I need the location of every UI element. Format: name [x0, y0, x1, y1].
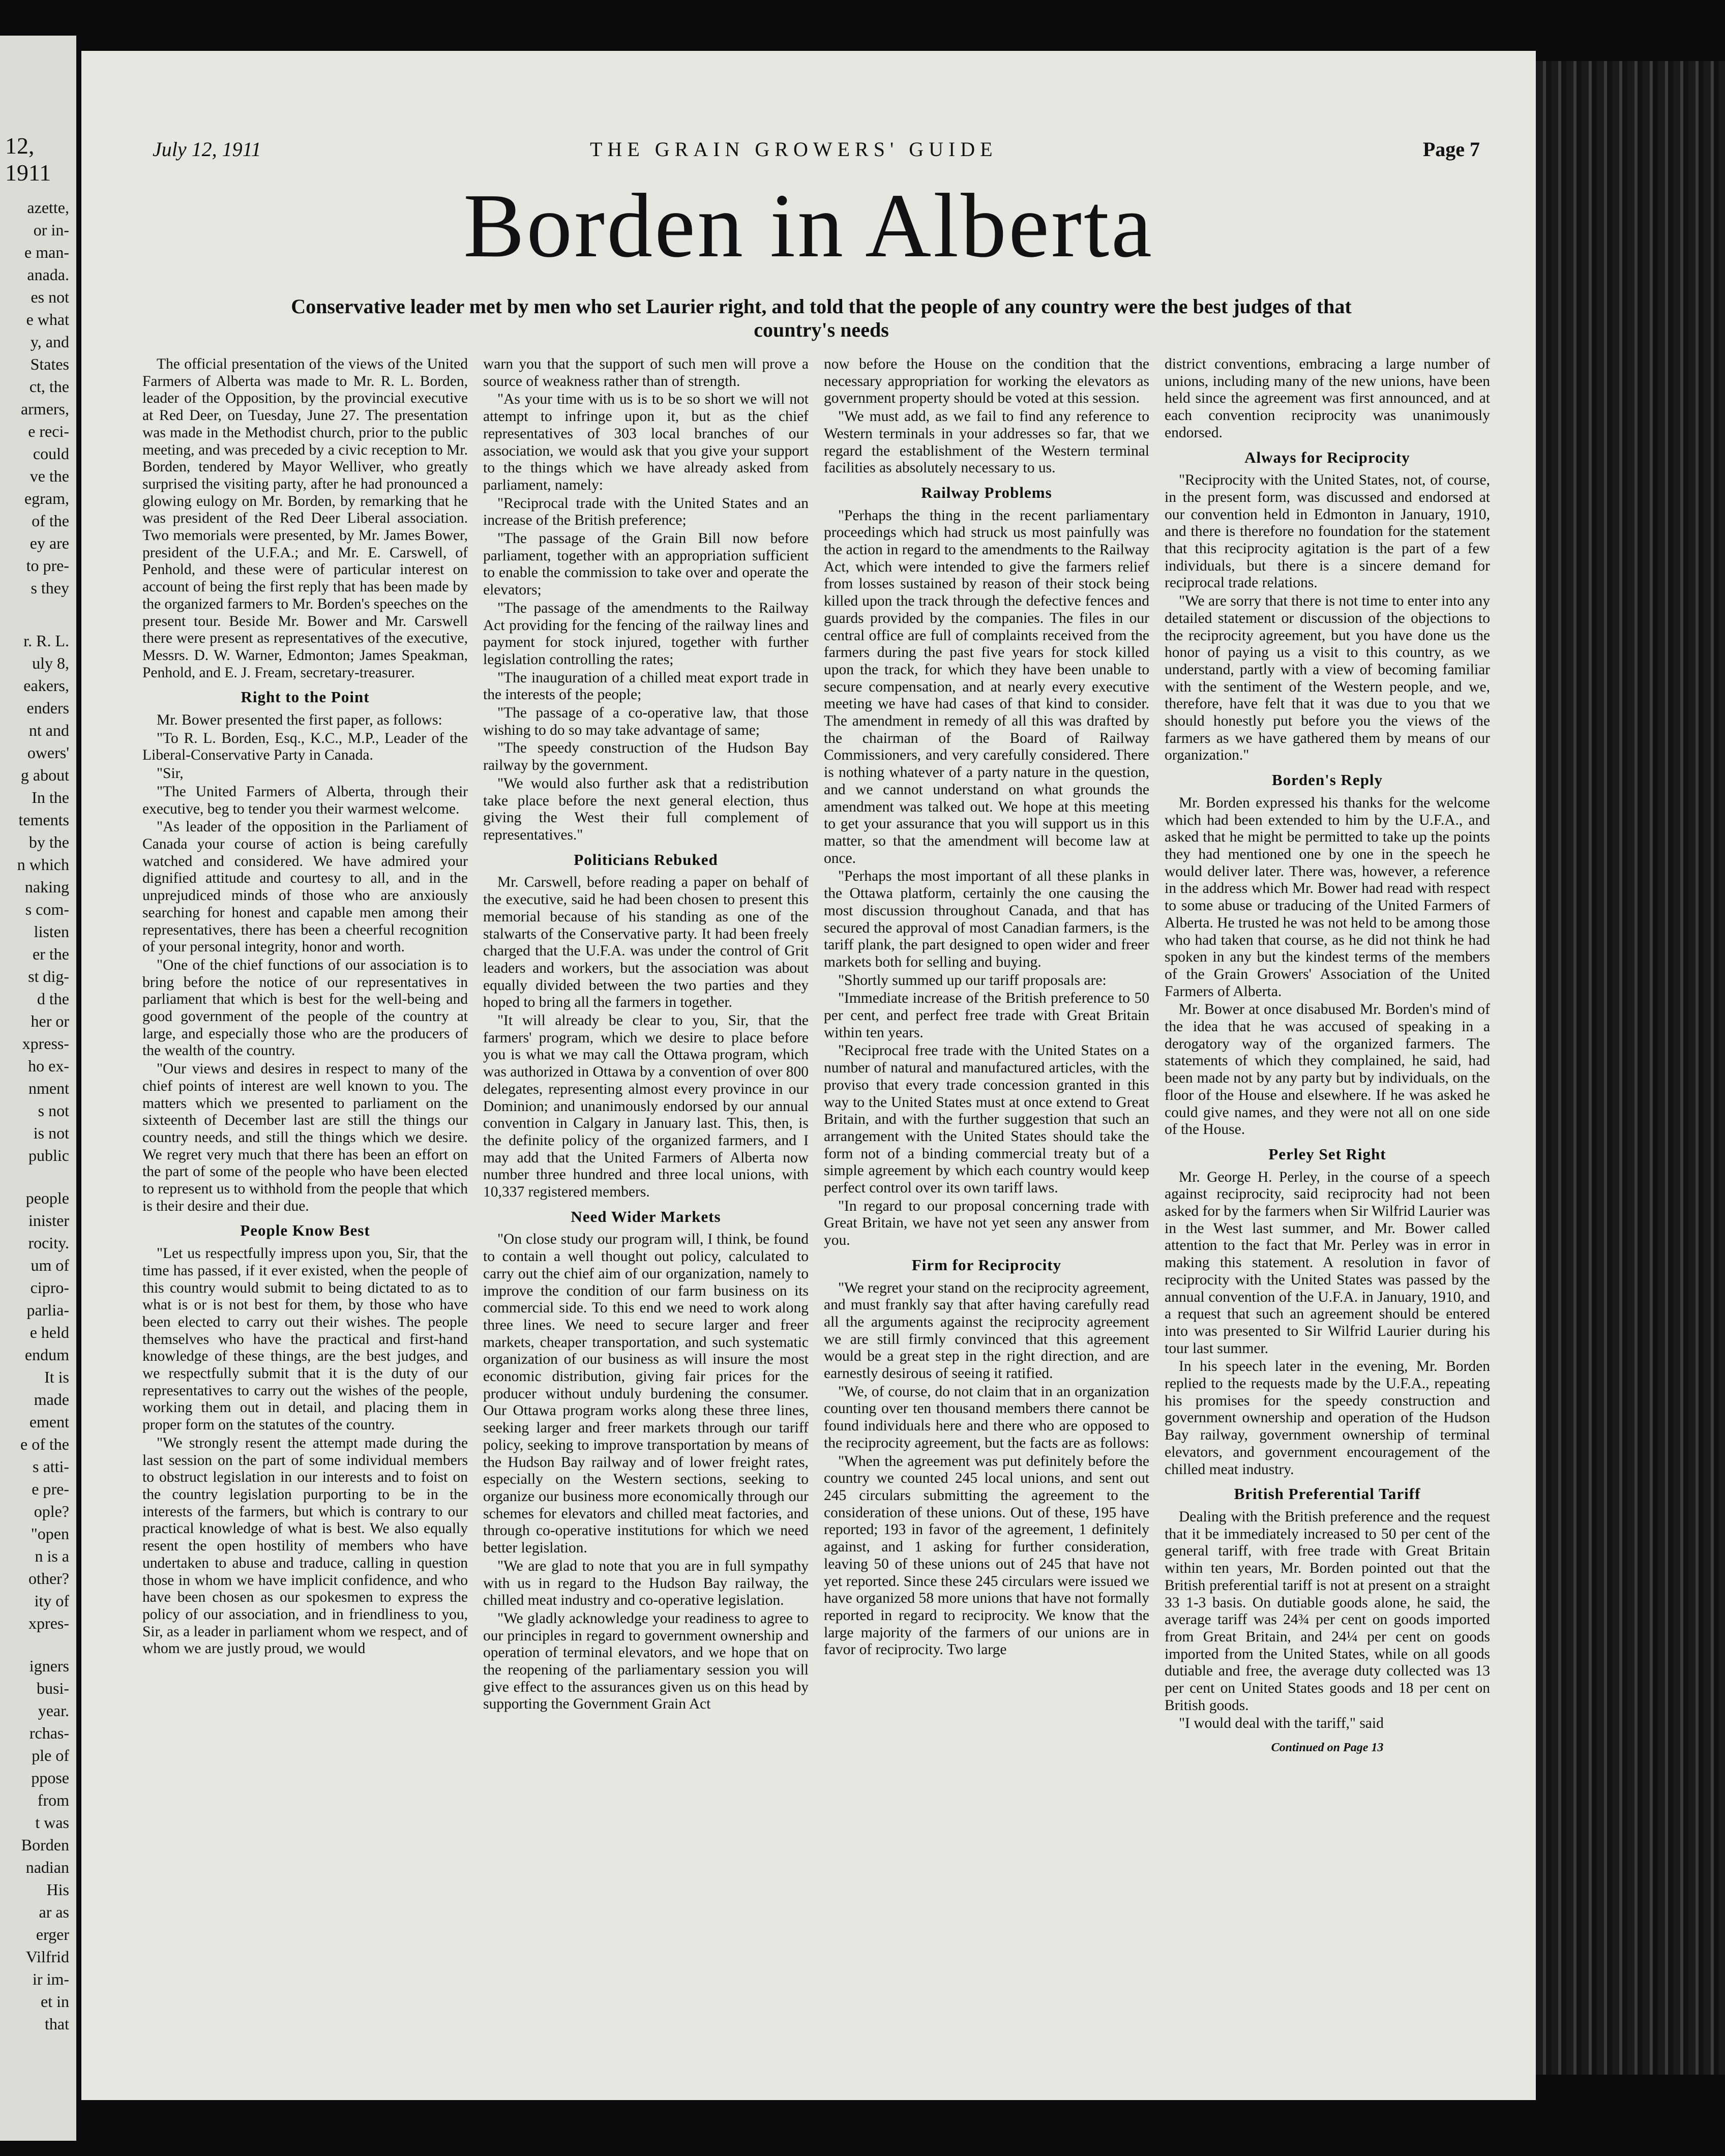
previous-page-text-fragment: e pre- — [32, 1480, 69, 1498]
paragraph: "We regret your stand on the reciprocity agreement, and must frankly say that after having carefully read all the arguments against the reciprocity agreement we are still firmly convinced that this agreement would be a great step in the right direction, and are earnestly desirous of seeing it ratified. — [824, 1279, 1149, 1382]
previous-page-text-fragment: her or — [31, 1012, 69, 1030]
section-heading: Right to the Point — [241, 688, 370, 706]
previous-page-text-fragment: of the — [32, 512, 69, 530]
previous-page-text-fragment: from — [37, 1791, 69, 1809]
paragraph: In his speech later in the evening, Mr. Borden replied to the requests made by the U.F.A., repeating his promises for the speedy construction and government ownership and operation of the Hudson Bay railway, government ownership of terminal elevators, and government encouragement of the chilled meat industry. — [1165, 1358, 1490, 1478]
previous-page-text-fragment: naking — [24, 878, 69, 896]
column-1 — [142, 356, 468, 2090]
previous-page-text-fragment: parlia- — [26, 1301, 69, 1319]
paragraph: "Reciprocal free trade with the United States on a number of natural and manufactured articles, with the proviso that every trade concession granted in this way to the United States must at once extend to Great Britain, and with the further suggestion that such an arrangement with the United States should take the form not of a binding commercial treaty but of a simple agreement by which each country would keep perfect control over its own tariff laws. — [824, 1042, 1149, 1196]
previous-page-text-fragment: His — [46, 1880, 69, 1899]
previous-page-text-fragment: that — [45, 2015, 69, 2033]
headline: Borden in Alberta — [463, 175, 1154, 276]
previous-page-text-fragment: or in- — [33, 221, 69, 239]
section-heading: Need Wider Markets — [571, 1207, 721, 1225]
section-heading: British Preferential Tariff — [1234, 1485, 1421, 1503]
previous-page-text-fragment: eakers, — [23, 676, 69, 695]
previous-page-text-fragment: ir im- — [33, 1970, 69, 1988]
paragraph: "The passage of the amendments to the Railway Act providing for the fencing of the railway lines and payment for stock injured, together with further legislation controlling the rates; — [483, 600, 809, 668]
previous-page-text-fragment: ity of — [34, 1592, 69, 1610]
previous-page-text-fragment: is not — [33, 1124, 69, 1142]
previous-page-text-fragment: e what — [26, 310, 69, 328]
previous-page-text-fragment: ho ex- — [28, 1057, 69, 1075]
section-heading: Borden's Reply — [1271, 771, 1383, 789]
previous-page-text-fragment: owers' — [27, 743, 69, 762]
previous-page-text-fragment: It is — [44, 1368, 69, 1386]
paragraph: district conventions, embracing a large number of unions, including many of the new unions, have been held since the agreement was first announced, and at each convention reciprocity was unanimously endorsed. — [1165, 356, 1490, 441]
paragraph: "As your time with us is to be so short we will not attempt to infringe upon it, but as the chief representatives of 303 local branches of our association, we would ask that you give your support to the things which we have already asked from parliament, namely: — [483, 391, 809, 493]
paragraph: "On close study our program will, I think, be found to contain a well thought out policy, calculated to carry out the chief aim of our organization, namely to improve the condition of our farm business on its commercial side. To this end we need to work along three lines. We need to secure larger and freer markets, cheaper transportation, and such systematic organization of our business as will insure the most economic distribution, giving fair prices for the producer without unduly burdening the consumer. Our Ottawa program works along these three lines, seeking larger and freer markets through our tariff policy, seeking to improve transportation by means of the Hudson Bay railway and of lower freight rates, especially on the Western sections, seeking to organize our business more economically through our schemes for elevators and chilled meat factories, and through co-operative institutions for which we need better legislation. — [483, 1231, 809, 1556]
previous-page-text-fragment: Vilfrid — [25, 1948, 69, 1966]
previous-page-text-fragment: et in — [41, 1992, 69, 2011]
subheadline: Conservative leader met by men who set Laurier right, and told that the people of any country were the best judges of that country's needs — [291, 295, 1352, 341]
previous-page-text-fragment: azette, — [27, 198, 69, 217]
previous-page-text-fragment: anada. — [27, 265, 69, 284]
paragraph: Dealing with the British preference and the request that it be immediately increased to 50 per cent of the general tariff, with free trade with Great Britain within ten years, Mr. Borden pointed out that the British preferential tariff is not at present on a straight 33 1-3 basis. On dutiable goods alone, he said, the average tariff was 24¾ per cent on goods imported from Great Britain, and 24¼ per cent on goods imported from the United States, while on all goods dutiable and free, the average duty collected was 13 per cent on United States goods and 18 per cent on British goods. — [1165, 1509, 1490, 1714]
paragraph: warn you that the support of such men will prove a source of weakness rather than of strength. — [483, 356, 809, 390]
paragraph: "We would also further ask that a redistribution take place before the next general election, thus giving the West their full complement of representatives." — [483, 775, 809, 843]
previous-page-text-fragment: rchas- — [29, 1724, 69, 1742]
previous-page-text-fragment: e held — [29, 1323, 69, 1341]
previous-page-text-fragment: s not — [38, 1101, 69, 1120]
paragraph: Mr. Borden expressed his thanks for the welcome which had been extended to him by the U.F.A., and asked that he might be permitted to take up the points they had mentioned one by one in the speech he would deliver later. There was, however, a reference in the address which Mr. Bower had read with respect to some abuse or traducing of the United Farmers of Alberta. He trusted he was not held to be among those who had taken that course, as he did not think he had spoken in any but the kindest terms of the members of the Grain Growers' Association of the United Farmers of Alberta. — [1165, 794, 1490, 1000]
previous-page-text-fragment: tements — [18, 811, 69, 829]
paragraph: "In regard to our proposal concerning trade with Great Britain, we have not yet seen any answer from you. — [824, 1197, 1149, 1249]
continued-notice: Continued on Page 13 — [1271, 1741, 1384, 1755]
previous-page-text-fragment: t was — [35, 1813, 69, 1832]
previous-page-text-fragment: um of — [31, 1256, 69, 1274]
previous-page-text-fragment: r. R. L. — [23, 632, 69, 650]
previous-page-text-fragment: ct, the — [29, 377, 69, 396]
paragraph: Mr. Bower presented the first paper, as follows: — [157, 712, 442, 729]
previous-page-text-fragment: other? — [28, 1569, 69, 1588]
paragraph: "We are sorry that there is not time to enter into any detailed statement or discussion of the objections to the reciprocity agreement, but you have done us the honor of paying us a visit to this country, as we understand, partly with a view of becoming familiar with the sentiment of the Western people, and we, therefore, have felt that it was due to you that we should honestly put before you the views of the farmers as we have gathered them by means of our organization." — [1165, 593, 1490, 764]
section-heading: Politicians Rebuked — [574, 850, 718, 869]
paragraph: Mr. George H. Perley, in the course of a speech against reciprocity, said reciprocity had not been asked for by the farmers when Sir Wilfrid Laurier was in the West last summer, and Mr. Bower called attention to the fact that Mr. Perley was in error in making this statement. A resolution in favor of reciprocity with the United States was passed by the annual convention of the U.F.A. in January, 1910, and a request that such an agreement should be entered into was presented to Sir Wilfrid Laurier during his tour last summer. — [1165, 1169, 1490, 1357]
paragraph: The official presentation of the views of the United Farmers of Alberta was made to Mr. R. L. Borden, leader of the Opposition, by the provincial executive at Red Deer, on Tuesday, June 27. The presentation was made in the Methodist church, prior to the public meeting, and was preceded by a civic reception to Mr. Borden, tendered by Mayor Welliver, who greatly surprised the visiting party, after he had pronounced a glowing eulogy on Mr. Borden, by remarking that he was president of the Red Deer Liberal association. Two memorials were presented, by Mr. James Bower, president of the U.F.A.; and Mr. E. Carswell, of Penhold, and these were of particular interest on account of being the first reply that has been made by the organized farmers to Mr. Borden's speeches on the present tour. Beside Mr. Bower and Mr. Carswell there were present as representatives of the executive, Messrs. D. W. Warner, Edmonton; James Speakman, Penhold, and E. J. Fream, secretary-treasurer. — [142, 356, 468, 681]
previous-page-text-fragment: enders — [26, 699, 69, 717]
column-3 — [824, 356, 1149, 2090]
previous-page-text-fragment: listen — [34, 922, 69, 941]
section-heading: Always for Reciprocity — [1244, 448, 1410, 466]
previous-page-text-fragment: ple of — [32, 1746, 69, 1764]
column-4 — [1165, 356, 1490, 2090]
previous-page-text-fragment: armers, — [20, 400, 69, 418]
previous-page-text-fragment: xpres- — [28, 1614, 69, 1632]
previous-page-text-fragment: ve the — [29, 467, 69, 485]
paragraph: "We are glad to note that you are in full sympathy with us in regard to the Hudson Bay railway, the chilled meat industry and co-operative legislation. — [483, 1558, 809, 1609]
previous-page-text-fragment: ar as — [39, 1903, 69, 1921]
previous-page-text-fragment: could — [33, 444, 69, 463]
paragraph: "It will already be clear to you, Sir, that the farmers' program, which we desire to place before you is what we may call the Ottawa program, which was authorized in Ottawa by a convention of over 800 delegates, representing almost every province in our Dominion; and unanimously endorsed by our annual convention in Calgary in January last. This, then, is the definite policy of the organized farmers, and I may add that the United Farmers of Alberta now number three hundred and three local unions, with 10,337 registered members. — [483, 1012, 809, 1201]
paragraph: Mr. Bower at once disabused Mr. Borden's mind of the idea that he was accused of speaking in a derogatory way of the organized farmers. The statements of which they complained, he said, had been made not by any party but by individuals, on the floor of the House and elsewhere. If he was asked he could give names, and they were not all on one side of the House. — [1165, 1001, 1490, 1138]
paragraph: "Let us respectfully impress upon you, Sir, that the time has passed, if it ever existed, when the people of this country would submit to being dictated to as to what is or is not best for them, by those who have been elected to carry out their wishes. The people themselves who have the practical and first-hand knowledge of these things, are the best judges, and we respectfully submit that it is the duty of our representatives to carry out the wishes of the people, working them out in detail, and placing them in proper form on the statutes of the country. — [142, 1245, 468, 1433]
previous-page-text-fragment: y, and — [30, 333, 69, 351]
paragraph: "Reciprocity with the United States, not, of course, in the present form, was discussed and endorsed at our convention held in Edmonton in January, 1910, and there is therefore no foundation for the statement that this reciprocity agitation is the part of a few individuals, but there is a sincere demand for reciprocal trade relations. — [1165, 472, 1490, 591]
paragraph: "Our views and desires in respect to many of the chief points of interest are well known to you. The matters which we presented to parliament on the sixteenth of December last are still the things our country needs, and still the things which we desire. We regret very much that there has been an effort on the part of some of the people who have been elected to represent us to withhold from the people that which is their desire and their due. — [142, 1061, 468, 1214]
previous-page-text-fragment: g about — [20, 766, 69, 784]
previous-page-text-fragment: igners — [29, 1657, 69, 1675]
salutation: "Sir, — [157, 765, 184, 782]
previous-page-text-fragment: cipro- — [30, 1278, 69, 1297]
previous-page-text-fragment: er the — [33, 945, 69, 963]
paragraph: "Perhaps the most important of all these planks in the Ottawa platform, certainly the one causing the most discussion throughout Canada, and that has secured the approval of most Canadian farmers, is the tariff plank, the part designed to open wider and freer markets both for selling and buying. — [824, 868, 1149, 970]
previous-page-text-fragment: to pre- — [26, 556, 69, 575]
issue-date: July 12, 1911 — [153, 138, 261, 161]
previous-page-text-fragment: egram, — [24, 489, 69, 507]
previous-page-text-fragment: public — [28, 1146, 69, 1164]
paragraph: "When the agreement was put definitely before the country we counted 245 local unions, and sent out 245 circulars submitting the agreement to the consideration of these unions. Out of these, 195 have reported; 193 in favor of the agreement, 1 definitely against, and 1 asking for further consideration, leaving 50 of these unions out of 245 that have not yet reported. Since these 245 circulars were issued we have organized 58 more unions that have not formally reported in regard to reciprocity. We know that the large majority of the farmers of our unions are in favor of reciprocity. Two large — [824, 1453, 1149, 1658]
paragraph: "Immediate increase of the British preference to 50 per cent, and perfect free trade with Great Britain within ten years. — [824, 990, 1149, 1041]
previous-page-text-fragment: year. — [38, 1701, 69, 1720]
previous-page-text-fragment: es not — [31, 288, 69, 306]
address-line: "To R. L. Borden, Esq., K.C., M.P., Leader of the Liberal-Conservative Party in Canada. — [142, 730, 468, 764]
previous-page-text-fragment: ppose — [31, 1769, 69, 1787]
previous-page-text-fragment: n is a — [35, 1547, 69, 1565]
paragraph: "The passage of the Grain Bill now before parliament, together with an appropriation sufficient to enable the commission to take over and operate the elevators; — [483, 530, 809, 598]
previous-page-text-fragment: s atti- — [33, 1457, 69, 1476]
section-heading: People Know Best — [240, 1221, 370, 1240]
section-heading: Perley Set Right — [1268, 1145, 1386, 1163]
previous-page-text-fragment: by the — [28, 833, 69, 851]
previous-page-text-fragment: endum — [24, 1345, 69, 1364]
paragraph: "We, of course, do not claim that in an organization counting over ten thousand members there cannot be found individuals here and there who are opposed to the reciprocity agreement, but the facts are as follows: — [824, 1383, 1149, 1451]
paragraph: Mr. Carswell, before reading a paper on behalf of the executive, said he had been chosen to present this memorial because of his standing as one of the stalwarts of the Conservative party. It had been freely charged that the U.F.A. was under the control of Grit leaders and workers, but the association was about equally divided between the two parties and they hoped to bring all the farmers in together. — [483, 874, 809, 1011]
paragraph: "The inauguration of a chilled meat export trade in the interests of the people; — [483, 669, 809, 703]
paragraph: "We strongly resent the attempt made during the last session on the part of some individual members to obstruct legislation in our interests and to foist on the country legislation purporting to be in the interests of the farmers, but which is contrary to our practical knowledge of what is best. We also equally resent the open hostility of members who have undertaken to abuse and traduce, calling in question those in whom we have implicit confidence, and who have been chosen as our spokesmen to express the policy of our association, and in friendliness to you, Sir, as a leader in parliament whom we respect, and of whom we are justly proud, we would — [142, 1434, 468, 1657]
previous-page-edge — [0, 36, 76, 2141]
previous-page-text-fragment: nment — [28, 1079, 69, 1097]
previous-page-text-fragment: made — [34, 1390, 69, 1409]
previous-page-text-fragment: st dig- — [28, 967, 69, 985]
previous-page-text-fragment: d the — [37, 990, 69, 1008]
paragraph: "One of the chief functions of our association is to bring before the notice of our representatives in parliament that which is best for the well-being and good government of the people of the country at large, and especially those who are the producers of the wealth of the country. — [142, 956, 468, 1059]
previous-page-text-fragment: e reci- — [28, 422, 69, 440]
page-number: Page 7 — [1422, 138, 1480, 161]
previous-page-text-fragment: people — [25, 1189, 69, 1207]
previous-page-text-fragment: States — [30, 355, 69, 373]
column-2 — [483, 356, 809, 2090]
paragraph: now before the House on the condition that the necessary appropriation for working the elevators as government property should be voted at this session. — [824, 356, 1149, 407]
newspaper-page — [81, 51, 1536, 2100]
previous-page-text-fragment: ey are — [29, 534, 69, 552]
paragraph: "The passage of a co-operative law, that those wishing to do so may take advantage of same; — [483, 705, 809, 738]
previous-page-text-fragment: e man- — [24, 243, 69, 261]
previous-page-text-fragment: rocity. — [28, 1234, 69, 1252]
previous-page-text-fragment: xpress- — [22, 1034, 69, 1053]
previous-page-text-fragment: busi- — [37, 1679, 69, 1697]
paragraph: "The United Farmers of Alberta, through their executive, beg to tender you their warmest welcome. — [142, 783, 468, 817]
section-heading: Firm for Reciprocity — [911, 1255, 1062, 1274]
previous-page-date: 12, 1911 — [5, 133, 51, 186]
previous-page-text-fragment: ement — [29, 1413, 69, 1431]
paragraph: "We gladly acknowledge your readiness to agree to our principles in regard to government ownership and operation of terminal elevators, and we hope that on the reopening of the parliamentary session you will give effect to the assurances given us on this head by supporting the Government Grain Act — [483, 1610, 809, 1713]
paragraph: "I would deal with the tariff," said — [1179, 1715, 1384, 1732]
newspaper-title: THE GRAIN GROWERS' GUIDE — [590, 138, 998, 161]
paragraph: "We must add, as we fail to find any reference to Western terminals in your addresses so far, that we regard the establishment of the Western terminal facilities as absolutely necessary to us. — [824, 408, 1149, 476]
previous-page-text-fragment: Borden — [21, 1836, 69, 1854]
previous-page-text-fragment: nt and — [28, 721, 69, 739]
previous-page-text-fragment: "open — [31, 1524, 69, 1543]
section-heading: Railway Problems — [921, 483, 1052, 501]
paragraph: "As leader of the opposition in the Parliament of Canada your course of action is being carefully watched and considered. We have admired your dignified attitude and courtesy to all, and in the unprejudiced minds of those who are anxiously searching for honest and capable men among their representatives, there has been a cheerful recognition of your personal integrity, honor and worth. — [142, 819, 468, 955]
paragraph: "The speedy construction of the Hudson Bay railway by the government. — [483, 740, 809, 774]
previous-page-text-fragment: ople? — [34, 1502, 69, 1520]
previous-page-text-fragment: nadian — [25, 1858, 69, 1876]
paragraph: "Perhaps the thing in the recent parliamentary proceedings which had struck us most painfully was the action in regard to the amendments to the Railway Act, which were intended to give the farmers relief from losses sustained by reason of their stock being killed upon the track through the defective fences and guards provided by the companies. The files in our central office are full of complaints received from the farmers during the past five years for stock killed upon the track, for which they have been unable to secure compensation, and at nearly every executive meeting we have had cases of that kind to consider. The amendment in remedy of all this was drafted by the chairman of the Board of Railway Commissioners, and very carefully considered. There is nothing whatever of a party nature in the question, and we cannot understand on what grounds the amendment was talked out. We hope at this meeting to get your assurance that you will support us in this matter, so that the amendment will become law at once. — [824, 507, 1149, 866]
previous-page-text-fragment: inister — [28, 1211, 69, 1230]
previous-page-text-fragment: uly 8, — [32, 654, 69, 672]
previous-page-text-fragment: erger — [36, 1925, 69, 1943]
previous-page-text-fragment: s they — [31, 579, 69, 597]
previous-page-text-fragment: n which — [17, 855, 69, 874]
paragraph: "Shortly summed up our tariff proposals are: — [838, 972, 1107, 989]
previous-page-text-fragment: In the — [32, 788, 69, 806]
book-binding — [1536, 61, 1725, 2075]
previous-page-text-fragment: e of the — [20, 1435, 69, 1453]
paragraph: "Reciprocal trade with the United States and an increase of the British preference; — [483, 495, 809, 529]
previous-page-text-fragment: s com- — [25, 900, 69, 918]
